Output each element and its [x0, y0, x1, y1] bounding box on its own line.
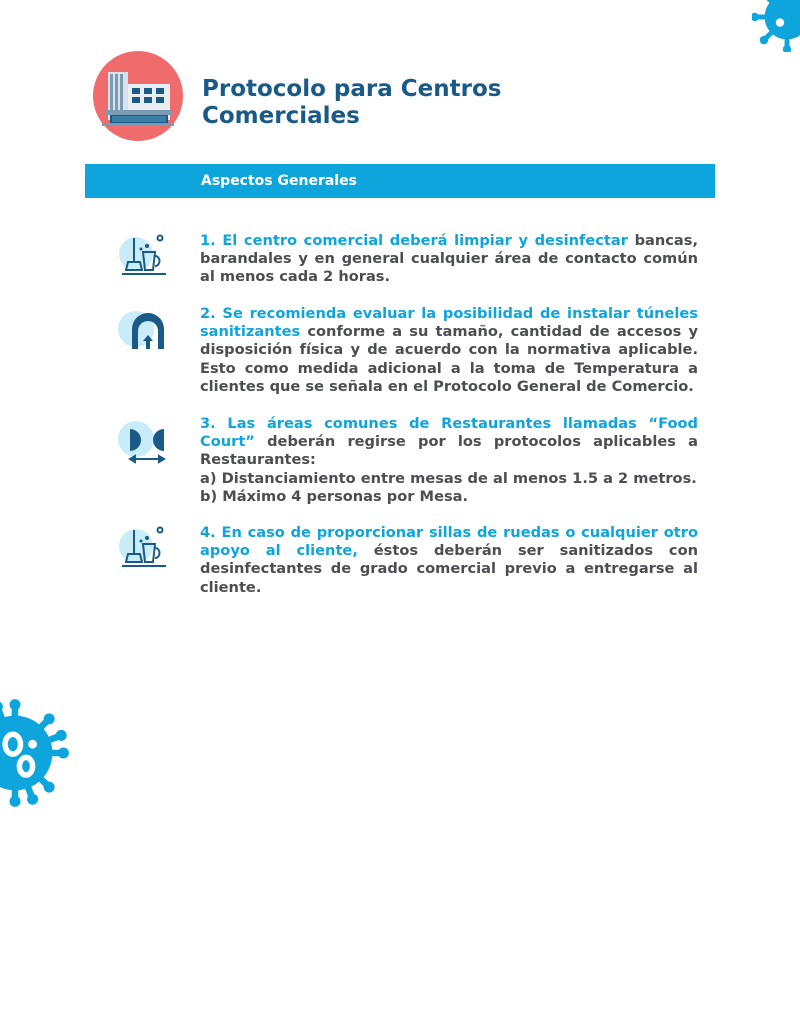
list-item [116, 524, 698, 597]
item-text [200, 524, 698, 597]
item-text [200, 232, 698, 287]
list-item [116, 415, 698, 506]
item-body: bancas, barandales y en general cualquier área de contacto común al menos cada 2 horas. [200, 232, 698, 286]
social-distance-icon [116, 415, 170, 465]
item-text [200, 305, 698, 396]
item-body: éstos deberán ser sanitizados con desinfectantes de grado comercial previo a entregarse al cliente. [200, 542, 699, 596]
page-title [202, 76, 622, 130]
item-highlight: 4. En caso de proporcionar sillas de ruedas o cualquier otro apoyo al cliente, [200, 524, 698, 560]
item-body: conforme a su tamaño, cantidad de accesos y disposición física y de acuerdo con la normativa aplicable. Esto como medida adicional a la toma de Temperatura a clientes que se señala en el Protocolo General de Comercio. [200, 323, 698, 395]
item-highlight: 2. Se recomienda evaluar la posibilidad de instalar túneles sanitizantes [200, 305, 698, 341]
cleaning-supplies-icon [116, 524, 170, 574]
list-item [116, 305, 698, 396]
section-header-bar [85, 164, 715, 198]
page-title-line-1: Protocolo para Centros [202, 76, 502, 102]
list-item [116, 232, 698, 287]
section-title: Aspectos Generales [201, 173, 357, 189]
item-subpoint: a) Distanciamiento entre mesas de al menos 1.5 a 2 metros. [200, 469, 697, 487]
page-title-line-2: Comerciales [202, 103, 360, 129]
item-highlight: 3. Las áreas comunes de Restaurantes llamadas “Food Court” [200, 415, 698, 451]
item-highlight: 1. El centro comercial deberá limpiar y desinfectar [200, 232, 628, 249]
item-body: deberán regirse por los protocolos aplicables a Restaurantes: [200, 433, 698, 469]
shopping-mall-icon [92, 50, 184, 142]
sanitizing-tunnel-icon [116, 305, 170, 355]
item-subpoint: b) Máximo 4 personas por Mesa. [200, 487, 469, 505]
virus-icon [0, 698, 70, 808]
item-text [200, 415, 698, 506]
virus-icon [752, 0, 800, 52]
cleaning-supplies-icon [116, 232, 170, 282]
